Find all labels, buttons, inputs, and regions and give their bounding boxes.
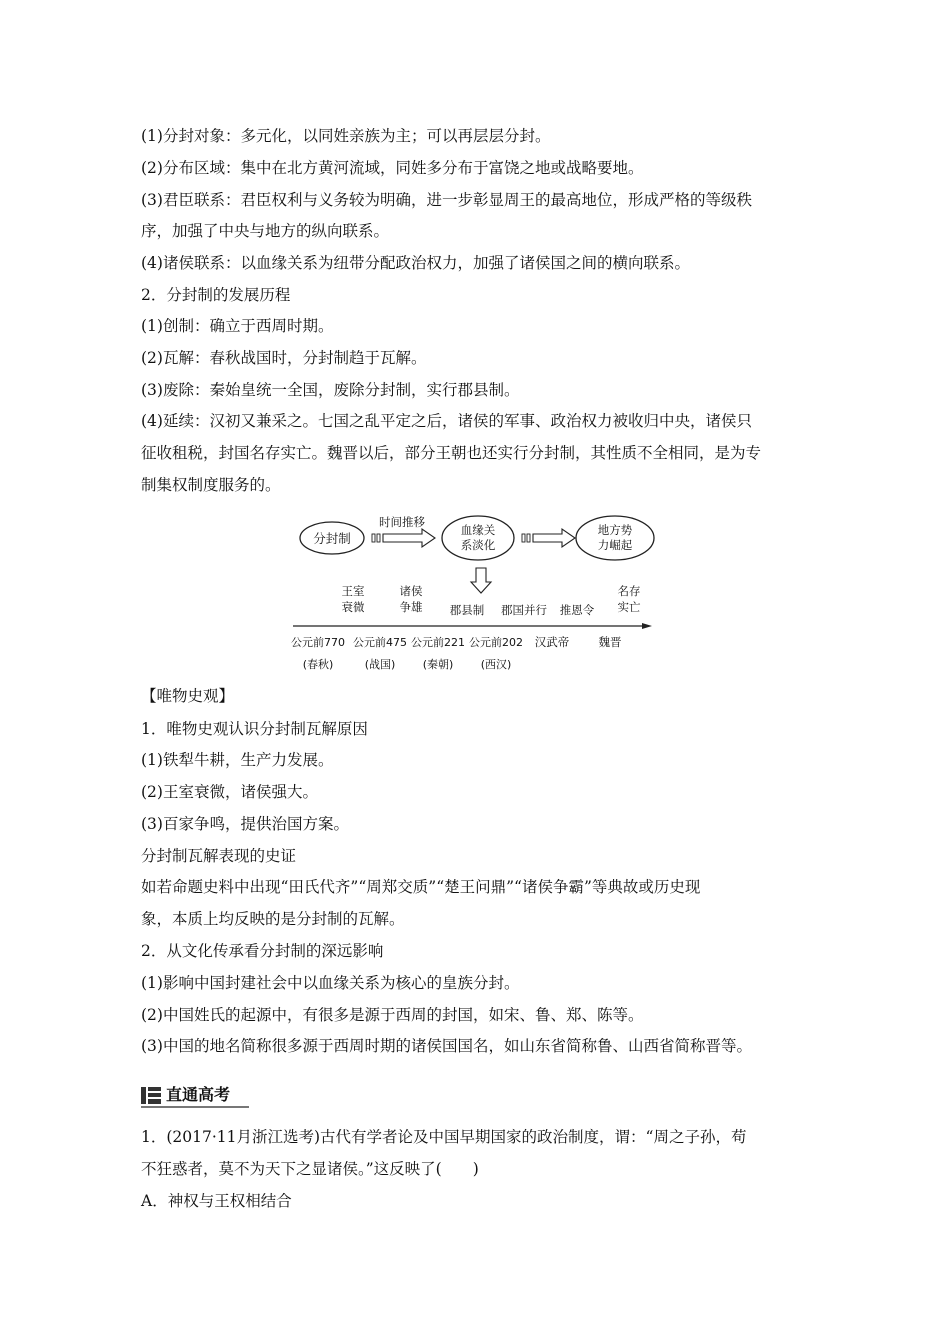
- tick-year: 汉武帝: [534, 635, 570, 649]
- text-line: (3)中国的地名简称很多源于西周时期的诸侯国国名，如山东省简称鲁、山西省简称晋等。: [141, 1037, 752, 1055]
- tick-year: 公元前770: [291, 636, 345, 649]
- text-line: (2)王室衰微，诸侯强大。: [141, 783, 318, 801]
- text-line: (2)分布区域：集中在北方黄河流域，同姓多分布于富饶之地或战略要地。: [141, 159, 644, 177]
- section-heading: [141, 1084, 249, 1108]
- text-line: 如若命题史料中出现“田氏代齐”“周郑交质”“楚王问鼎”“诸侯争霸”等典故或历史现: [141, 878, 701, 896]
- text-line: 2．从文化传承看分封制的深远影响: [141, 942, 384, 960]
- double-arrow-icon: [522, 529, 575, 547]
- event-label: 王室: [341, 584, 365, 598]
- event-label: 推恩令: [559, 603, 595, 617]
- text-line: (1)影响中国封建社会中以血缘关系为核心的皇族分封。: [141, 974, 520, 992]
- double-arrow-icon: [372, 529, 435, 547]
- text-line: 1．唯物史观认识分封制瓦解原因: [141, 720, 368, 738]
- question-text: 1．(2017·11月浙江选考)古代有学者论及中国早期国家的政治制度，谓：“周之子孙，苟: [141, 1128, 747, 1146]
- event-label: 衰微: [341, 600, 365, 614]
- tick-era: (战国): [364, 658, 396, 671]
- ellipse3-label-line2: 力崛起: [597, 538, 633, 552]
- ellipse1-label: 分封制: [313, 531, 351, 546]
- text-line: (3)百家争鸣，提供治国方案。: [141, 815, 349, 833]
- ellipse3-label-line1: 地方势: [597, 523, 633, 537]
- event-label: 名存: [617, 584, 641, 598]
- tick-era: (春秋): [302, 658, 334, 671]
- text-line: 象，本质上均反映的是分封制的瓦解。: [141, 910, 405, 928]
- event-label: 郡县制: [449, 603, 485, 617]
- section-heading-icon: [141, 1087, 161, 1104]
- ellipse2-label-line1: 血缘关: [460, 523, 496, 537]
- text-line: (3)君臣联系：君臣权利与义务较为明确，进一步彰显周王的最高地位，形成严格的等级秩: [141, 191, 752, 209]
- arrow1-label: 时间推移: [379, 515, 425, 529]
- text-line: 征收租税，封国名存实亡。魏晋以后，部分王朝也还实行分封制，其性质不全相同，是为专: [141, 444, 762, 462]
- text-line: (1)创制：确立于西周时期。: [141, 317, 334, 335]
- text-line: (4)诸侯联系：以血缘关系为纽带分配政治权力，加强了诸侯国之间的横向联系。: [141, 254, 690, 272]
- tick-year: 公元前475: [353, 636, 407, 649]
- tick-year: 魏晋: [598, 635, 622, 649]
- text-line: (2)瓦解：春秋战国时，分封制趋于瓦解。: [141, 349, 427, 367]
- text-line: 分封制瓦解表现的史证: [141, 847, 297, 865]
- tick-era: (秦朝): [422, 658, 454, 671]
- tick-era: (西汉): [480, 658, 512, 671]
- text-line: 序，加强了中央与地方的纵向联系。: [141, 222, 390, 240]
- tick-year: 公元前202: [469, 636, 523, 649]
- answer-option-a: A．神权与王权相结合: [141, 1192, 292, 1210]
- text-line: 2．分封制的发展历程: [141, 286, 291, 304]
- section-title: 直通高考: [166, 1085, 231, 1104]
- event-label: 郡国并行: [501, 603, 547, 617]
- text-line: (1)铁犁牛耕，生产力发展。: [141, 751, 334, 769]
- development-timeline-diagram: [290, 508, 660, 678]
- event-label: 实亡: [617, 600, 641, 614]
- text-line: (1)分封对象：多元化，以同姓亲族为主；可以再层层分封。: [141, 127, 551, 145]
- event-label: 争雄: [399, 600, 423, 614]
- text-line: (2)中国姓氏的起源中，有很多是源于西周的封国，如宋、鲁、郑、陈等。: [141, 1006, 644, 1024]
- text-line: 制集权制度服务的。: [141, 476, 281, 494]
- text-line: (4)延续：汉初又兼采之。七国之乱平定之后，诸侯的军事、政治权力被收归中央，诸侯只: [141, 412, 752, 430]
- text-line: (3)废除：秦始皇统一全国，废除分封制，实行郡县制。: [141, 381, 520, 399]
- text-line: 【唯物史观】: [141, 687, 235, 705]
- tick-year: 公元前221: [411, 636, 465, 649]
- question-text: 不狂惑者，莫不为天下之显诸侯。”这反映了( ): [141, 1160, 479, 1178]
- timeline-axis-arrowhead: [642, 623, 652, 629]
- section-underline: [141, 1106, 249, 1108]
- down-arrow-icon: [471, 568, 491, 593]
- event-label: 诸侯: [399, 584, 423, 598]
- ellipse2-label-line2: 系淡化: [460, 538, 496, 552]
